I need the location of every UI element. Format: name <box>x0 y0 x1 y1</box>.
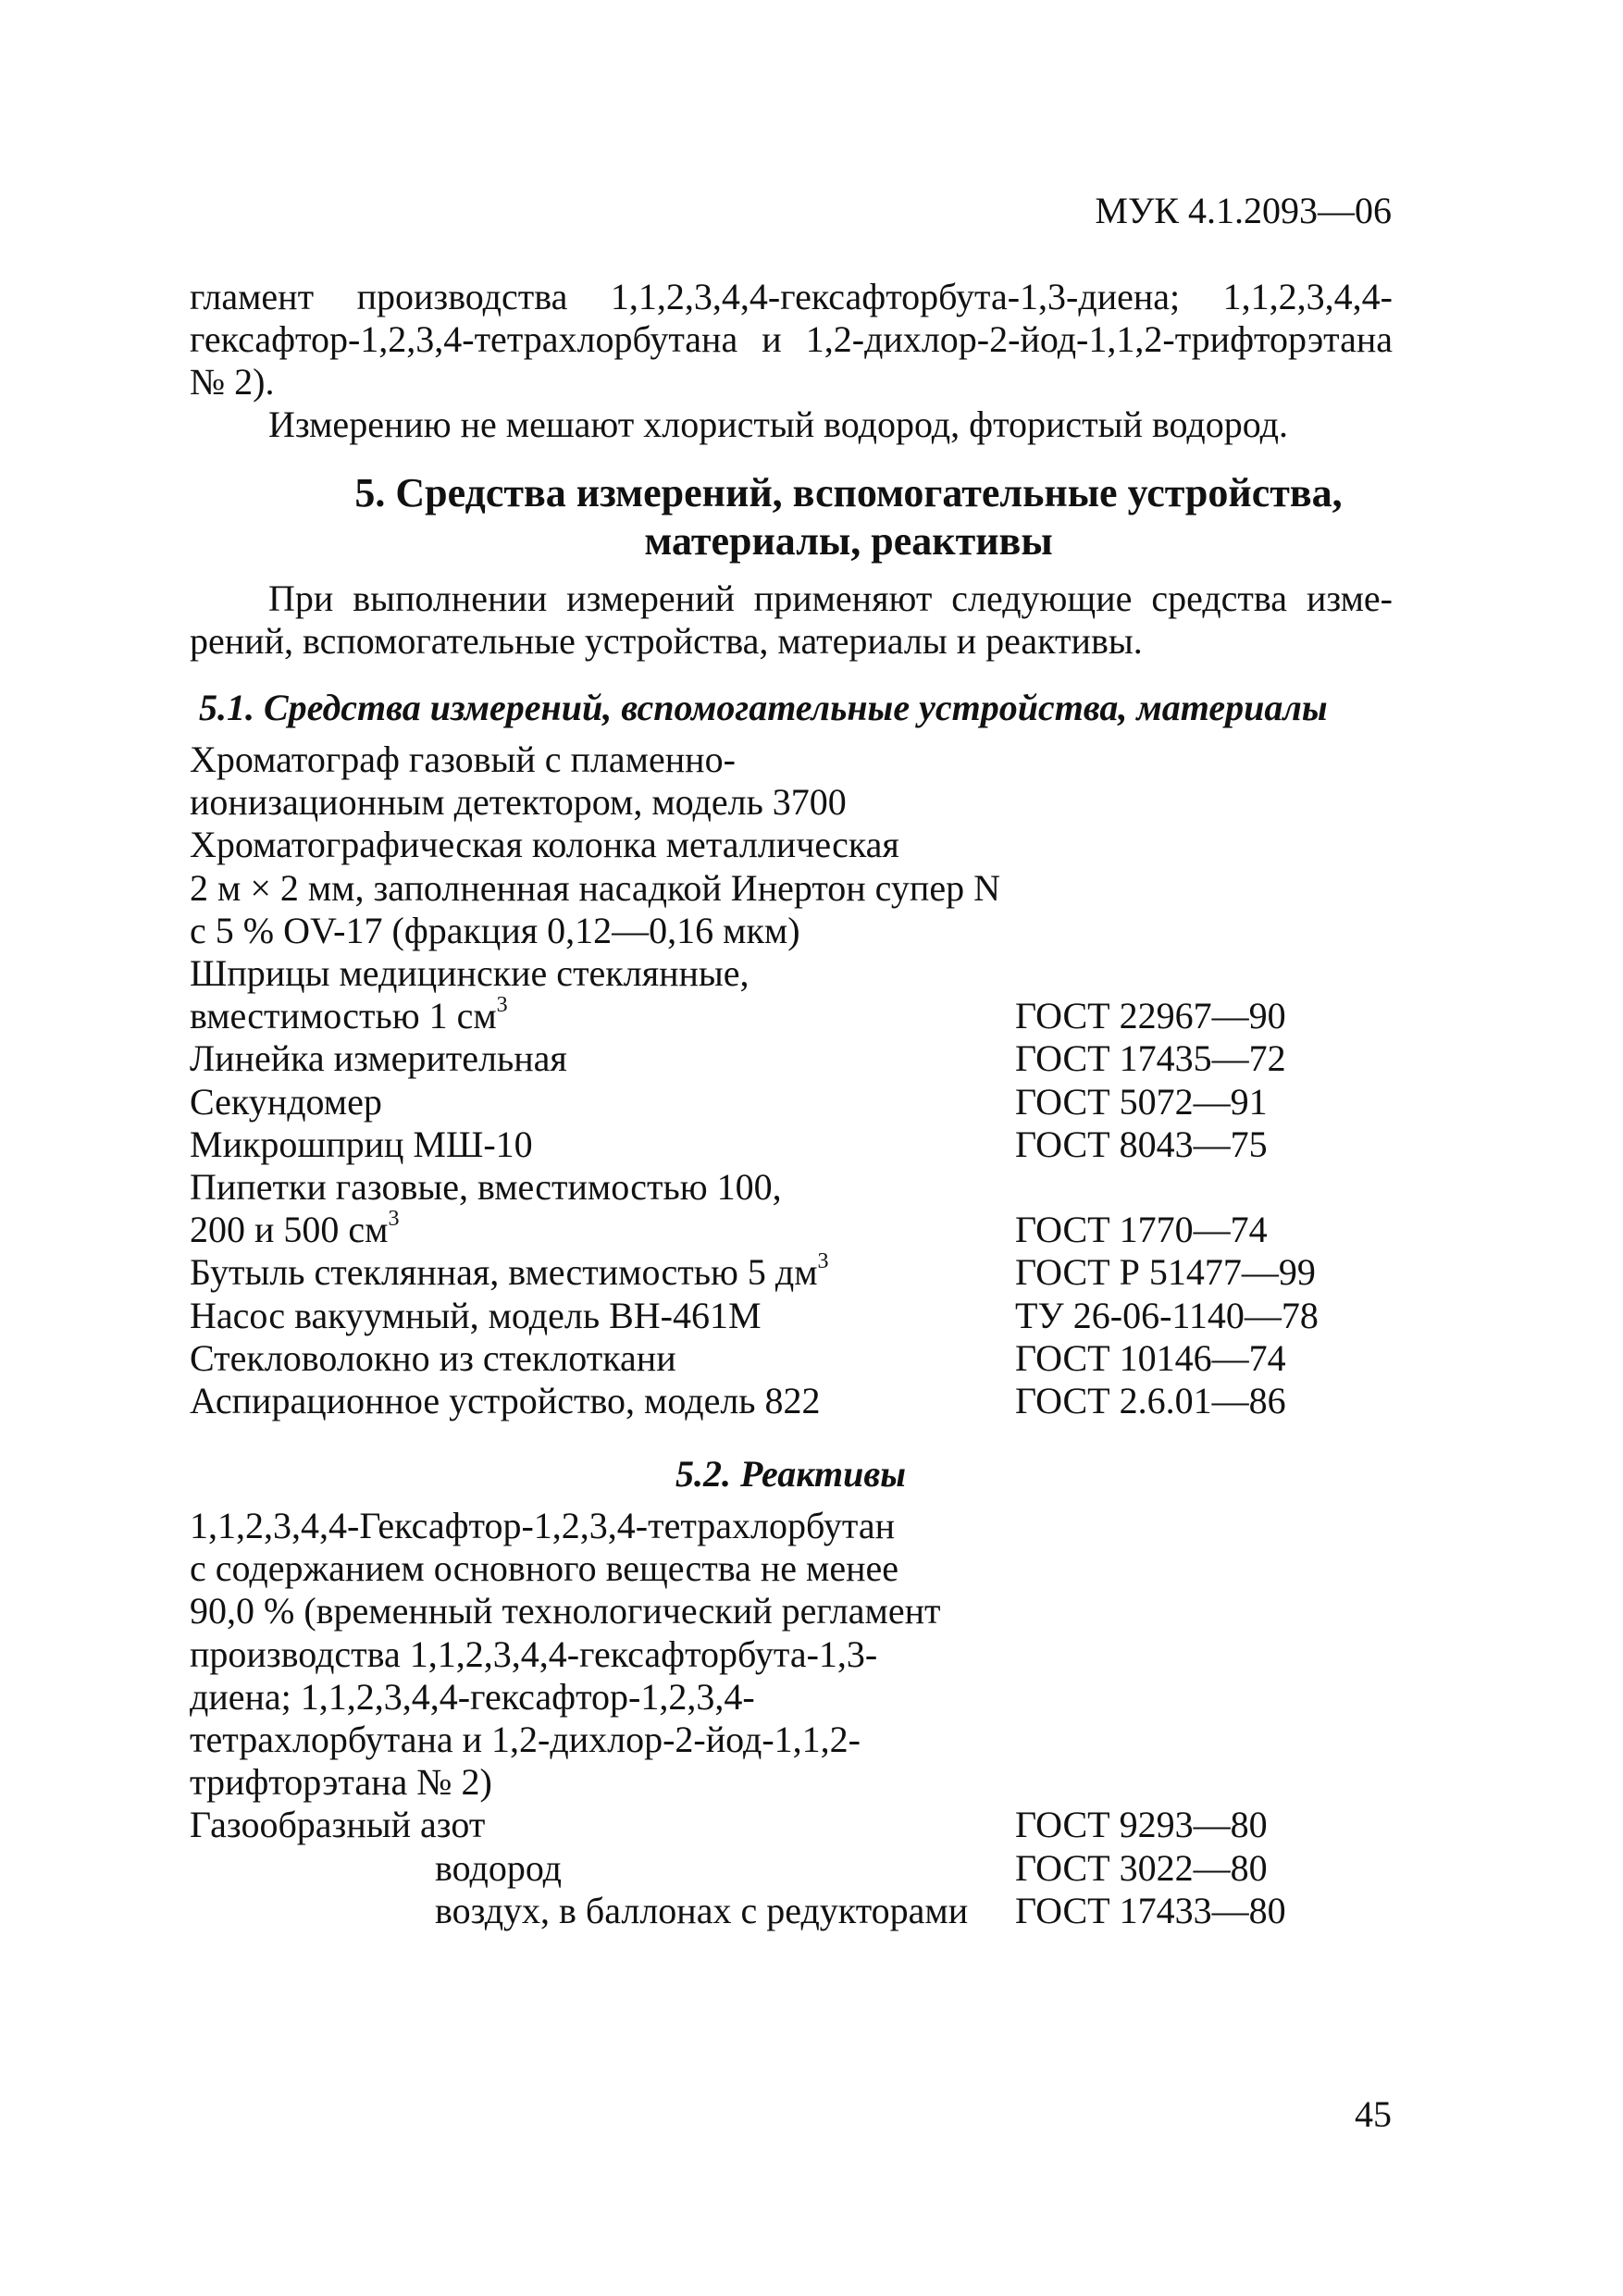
intro-line-4: Измерению не мешают хлористый водород, фтористый водород. <box>268 403 1288 445</box>
item-standard: ГОСТ 2.6.01—86 <box>1015 1380 1286 1421</box>
unit-exponent: 3 <box>496 992 508 1017</box>
item-name: 2 м × 2 мм, заполненная насадкой Инертон супер N <box>190 866 1000 909</box>
item-name: диена; 1,1,2,3,4,4-гексафтор-1,2,3,4- <box>190 1675 755 1718</box>
item-name: тетрахлорбутана и 1,2-дихлор-2-йод-1,1,2- <box>190 1719 861 1760</box>
item-name: Бутыль стеклянная, вместимостью 5 $дм^3$ <box>190 1249 829 1294</box>
item-standard: ГОСТ 5072—91 <box>1015 1080 1268 1123</box>
item-name: Аспирационное устройство, модель 822 <box>190 1380 821 1421</box>
item-standard: ГОСТ 9293—80 <box>1015 1804 1268 1846</box>
item-standard: ГОСТ 17433—80 <box>1015 1889 1286 1931</box>
item-name: с содержанием основного вещества не менее <box>190 1547 899 1590</box>
item-standard: ГОСТ 22967—90 <box>1015 995 1286 1037</box>
intro-line-1: гламент производства 1,1,2,3,4,4-гексафторбута-1,3-диена; 1,1,2,3,4,4- <box>190 276 1393 317</box>
item-name: Шприцы медицинские стеклянные, <box>190 952 750 994</box>
item-standard: ГОСТ 10146—74 <box>1015 1336 1286 1379</box>
item-standard: ГОСТ 3022—80 <box>1015 1846 1268 1889</box>
item-name: водород <box>435 1846 563 1889</box>
section-5-title-line-2: материалы, реактивы <box>644 518 1053 564</box>
intro-line-2: гексафтор-1,2,3,4-тетрахлорбутана и 1,2-дихлор-2-йод-1,1,2-трифторэтана <box>190 318 1393 360</box>
unit-exponent: 3 <box>388 1206 400 1231</box>
section-5-paragraph-line-2: рений, вспомогательные устройства, материалы и реактивы. <box>190 620 1143 662</box>
item-standard: ГОСТ 8043—75 <box>1015 1123 1268 1165</box>
item-name: Хроматограф газовый с пламенно- <box>190 738 736 780</box>
subsection-5-1-title: 5.1. Средства измерений, вспомогательные устройства, материалы <box>199 687 1328 728</box>
item-name: воздух, в баллонах с редукторами <box>435 1889 969 1931</box>
item-name: вместимостью 1 $см^3$ <box>190 992 508 1037</box>
item-standard: ГОСТ 1770—74 <box>1015 1209 1268 1251</box>
document-code: МУК 4.1.2093—06 <box>1095 190 1392 231</box>
item-name: производства 1,1,2,3,4,4-гексафторбута-1,3- <box>190 1632 878 1675</box>
item-name: Насос вакуумный, модель ВН-461М <box>190 1294 762 1336</box>
section-5-title-line-1: 5. Средства измерений, вспомогательные устройства, <box>354 470 1343 515</box>
item-name: Секундомер <box>190 1080 382 1123</box>
intro-line-3: № 2). <box>190 361 275 403</box>
subsection-5-2-title: 5.2. Реактивы <box>675 1453 906 1495</box>
item-name: с 5 % OV-17 (фракция 0,12—0,16 мкм) <box>190 909 800 951</box>
unit-exponent: 3 <box>817 1249 829 1274</box>
item-name: Линейка измерительная <box>190 1037 567 1080</box>
item-name: Газообразный азот <box>190 1804 486 1846</box>
item-standard: ТУ 26-06-1140—78 <box>1015 1294 1319 1336</box>
page-number: 45 <box>1355 2093 1392 2135</box>
item-name: ионизационным детектором, модель 3700 <box>190 781 847 824</box>
item-name: 1,1,2,3,4,4-Гексафтор-1,2,3,4-тетрахлорбутан <box>190 1505 895 1546</box>
item-standard: ГОСТ Р 51477—99 <box>1015 1251 1316 1294</box>
item-name: Стекловолокно из стеклоткани <box>190 1336 676 1379</box>
section-5-paragraph-line-1: При выполнении измерений применяют следующие средства изме- <box>268 577 1393 619</box>
item-standard: ГОСТ 17435—72 <box>1015 1037 1286 1080</box>
item-name: 90,0 % (временный технологический регламент <box>190 1590 941 1632</box>
item-name: Хроматографическая колонка металлическая <box>190 824 899 866</box>
item-name: Микрошприц МШ-10 <box>190 1123 533 1165</box>
item-name: трифторэтана № 2) <box>190 1761 492 1804</box>
item-name: Пипетки газовые, вместимостью 100, <box>190 1166 782 1208</box>
item-name: 200 и 500 $см^3$ <box>190 1206 400 1251</box>
